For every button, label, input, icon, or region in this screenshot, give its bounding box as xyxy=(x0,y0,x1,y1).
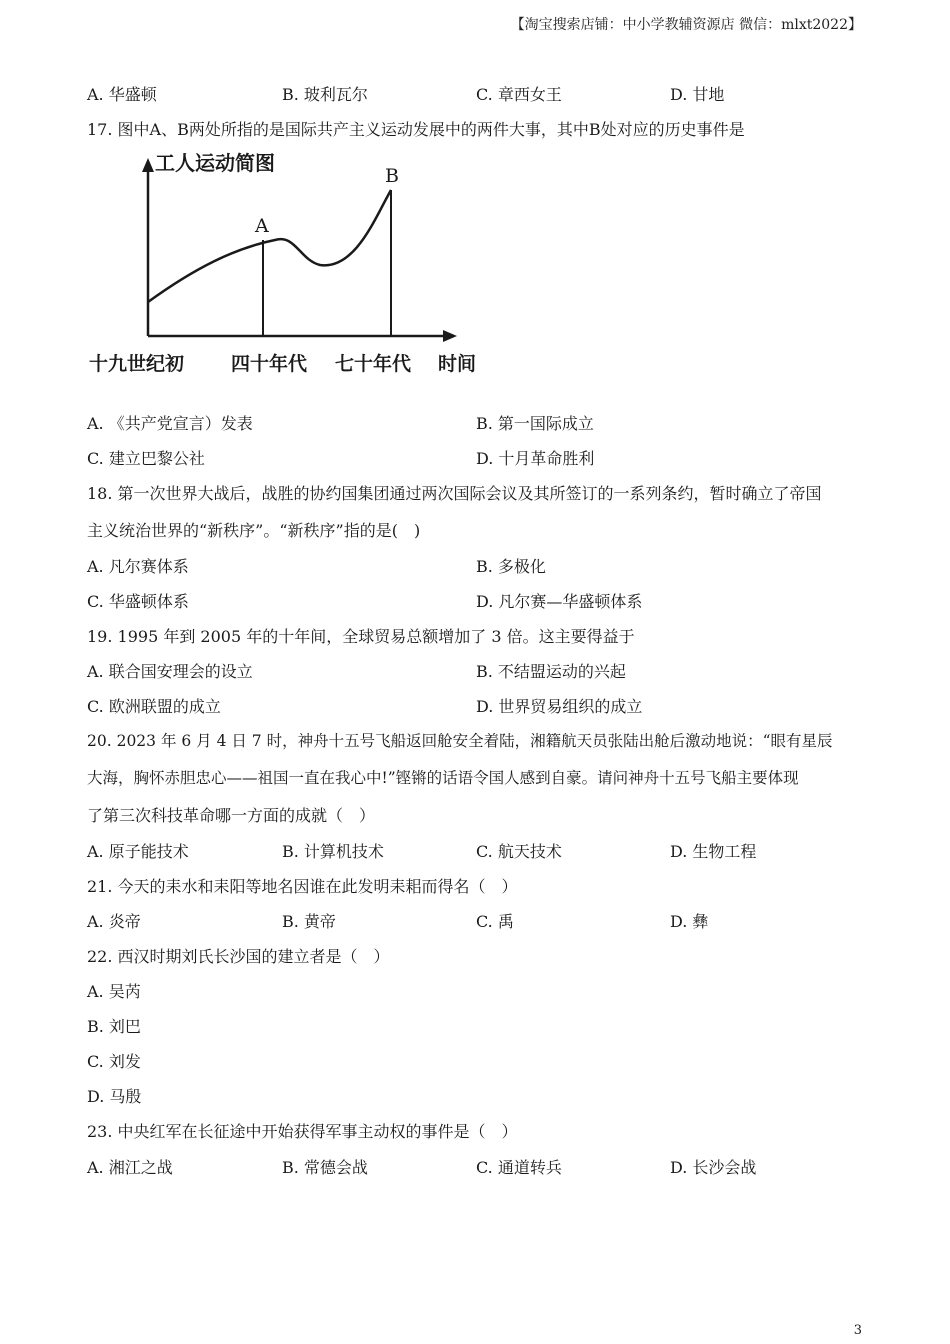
chart-title: 工人运动简图 xyxy=(155,151,275,175)
q21-option-c: C. 禹 xyxy=(476,912,514,931)
x-axis-label: 时间 xyxy=(438,353,477,375)
q18-option-d: D. 凡尔赛—华盛顿体系 xyxy=(476,592,643,611)
q18-stem-line2: 主义统治世界的“新秩序”。“新秩序”指的是( ) xyxy=(87,521,421,540)
q19-option-c: C. 欧洲联盟的成立 xyxy=(87,697,221,716)
page-header: 【淘宝搜索店铺：中小学教辅资源店 微信：mlxt2022】 xyxy=(510,17,862,33)
q16-option-b: B. 玻利瓦尔 xyxy=(282,85,368,104)
q20-stem-line2: 大海，胸怀赤胆忠心——祖国一直在我心中!”铿锵的话语令国人感到自豪。请问神舟十五号飞船主要体现 xyxy=(87,769,799,787)
q20-stem-line1: 20. 2023 年 6 月 4 日 7 时，神舟十五号飞船返回舱安全着陆，湘籍航天员张陆出舱后激动地说：“眼有星辰 xyxy=(87,732,833,750)
q22-option-c: C. 刘发 xyxy=(87,1052,141,1071)
q18-stem-line1: 18. 第一次世界大战后，战胜的协约国集团通过两次国际会议及其所签订的一系列条约，暂时确立了帝国 xyxy=(87,484,822,503)
q16-option-c: C. 章西女王 xyxy=(476,85,562,104)
x-axis-arrow xyxy=(443,330,457,342)
q17-option-d: D. 十月革命胜利 xyxy=(476,449,595,468)
movement-curve xyxy=(148,190,391,302)
q20-option-c: C. 航天技术 xyxy=(476,842,562,861)
q21-option-d: D. 彝 xyxy=(670,912,709,931)
q16-option-a: A. 华盛顿 xyxy=(87,85,157,104)
q18-option-b: B. 多极化 xyxy=(476,557,546,576)
q23-option-c: C. 通道转兵 xyxy=(476,1158,562,1177)
q17-stem: 17. 图中A、B两处所指的是国际共产主义运动发展中的两件大事，其中B处对应的历史事件是 xyxy=(87,120,745,139)
q23-option-a: A. 湘江之战 xyxy=(87,1158,173,1177)
q19-option-b: B. 不结盟运动的兴起 xyxy=(476,662,626,681)
q22-stem: 22. 西汉时期刘氏长沙国的建立者是（ ） xyxy=(87,947,390,966)
q23-option-b: B. 常德会战 xyxy=(282,1158,368,1177)
q21-option-a: A. 炎帝 xyxy=(87,912,141,931)
q16-option-d: D. 甘地 xyxy=(670,85,725,104)
q22-option-b: B. 刘巴 xyxy=(87,1017,141,1036)
x-tick-label: 七十年代 xyxy=(335,353,412,375)
q21-option-b: B. 黄帝 xyxy=(282,912,336,931)
q20-option-a: A. 原子能技术 xyxy=(87,842,189,861)
q19-stem: 19. 1995 年到 2005 年的十年间，全球贸易总额增加了 3 倍。这主要得益于 xyxy=(87,627,635,646)
q23-option-d: D. 长沙会战 xyxy=(670,1158,757,1177)
q22-option-d: D. 马殷 xyxy=(87,1087,142,1106)
point-a-label: A xyxy=(255,215,269,237)
q17-option-c: C. 建立巴黎公社 xyxy=(87,449,205,468)
x-tick-label: 十九世纪初 xyxy=(89,353,185,375)
q22-option-a: A. 吴芮 xyxy=(87,982,141,1001)
q19-option-a: A. 联合国安理会的设立 xyxy=(87,662,253,681)
x-tick-label: 四十年代 xyxy=(231,353,308,375)
q20-option-d: D. 生物工程 xyxy=(670,842,757,861)
q18-option-a: A. 凡尔赛体系 xyxy=(87,557,189,576)
q23-stem: 23. 中央红军在长征途中开始获得军事主动权的事件是（ ） xyxy=(87,1122,518,1141)
q19-option-d: D. 世界贸易组织的成立 xyxy=(476,697,643,716)
page-number: 3 xyxy=(853,1323,862,1338)
y-axis-arrow xyxy=(142,158,154,172)
q21-stem: 21. 今天的耒水和耒阳等地名因谁在此发明耒耜而得名（ ） xyxy=(87,877,518,896)
q20-stem-line3: 了第三次科技革命哪一方面的成就（ ） xyxy=(87,806,376,825)
chart-svg xyxy=(85,148,495,388)
q17-option-a: A. 《共产党宣言）发表 xyxy=(87,414,253,433)
point-b-label: B xyxy=(385,165,399,187)
q20-option-b: B. 计算机技术 xyxy=(282,842,384,861)
workers-movement-chart xyxy=(85,148,495,388)
q17-option-b: B. 第一国际成立 xyxy=(476,414,594,433)
q18-option-c: C. 华盛顿体系 xyxy=(87,592,189,611)
